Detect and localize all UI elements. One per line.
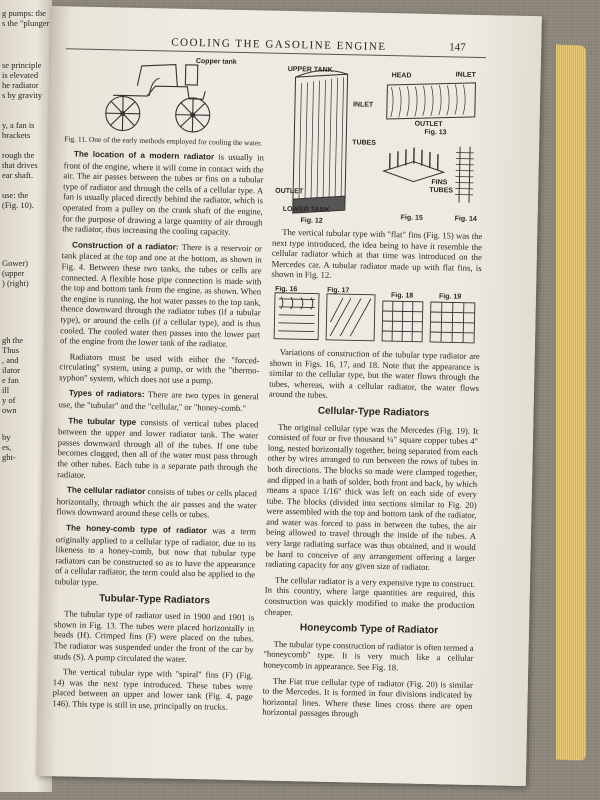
figures-16-19 bbox=[270, 285, 481, 351]
left-fragment: se principle bbox=[2, 60, 42, 70]
paragraph: Types of radiators: There are two types in general use, the "tubular" and the "cellular," or "honey-comb." bbox=[58, 388, 259, 414]
left-fragment: ) (right) bbox=[2, 278, 29, 288]
figure-caption: Fig. 15 bbox=[400, 214, 423, 222]
section-heading: Honeycomb Type of Radiator bbox=[299, 622, 439, 637]
left-fragment: s by gravity bbox=[2, 90, 43, 100]
left-fragment: g pumps: the bbox=[2, 8, 46, 18]
page-number: 147 bbox=[449, 41, 466, 54]
left-fragment: ill bbox=[2, 385, 10, 395]
left-fragment: use: the bbox=[2, 190, 29, 200]
figure-label: TUBES bbox=[429, 186, 454, 195]
paragraph: The tubular type construction of radiator is often termed a "honeycomb" type. It is very much like a cellular honeycomb in appearance. See Fig. 18. bbox=[263, 638, 474, 673]
left-fragment: ght- bbox=[2, 452, 16, 462]
figure-label: OUTLET bbox=[275, 187, 304, 196]
paragraph: The vertical tubular type with "spiral" fins (F) (Fig. 14) was the next type introduced. These tubes were placed between an upper and lower tank (Fig. 4, page 146). This type is still in use, principally on trucks. bbox=[52, 666, 254, 712]
left-fragment: that drives bbox=[2, 160, 38, 170]
figure-caption: Fig. 18 bbox=[390, 292, 414, 300]
paragraph: The honey-comb type of radiator was a term originally applied to a cellular type of radiator, due to its likeness to a honey-comb, but now that tubular type radiators can be constructed so as to have the appearance of a cellular radiator, the term could also be applied to the tubular type. bbox=[54, 523, 257, 588]
figure-caption: Fig. 12 bbox=[300, 217, 323, 225]
left-fragment: Thus bbox=[2, 345, 19, 355]
left-fragment: Gower) bbox=[2, 258, 28, 268]
paragraph: The Fiat true cellular type of radiator (Fig. 20) is similar to the Mercedes. It is formed in four divisions indicated by horizontal lines. Where these lines cross there are open horizontal passages through bbox=[262, 675, 473, 719]
left-fragment: y, a fan is bbox=[2, 120, 35, 130]
run-in-heading: The tubular type bbox=[68, 416, 137, 427]
figure-label: INLET bbox=[352, 101, 374, 109]
figure-11 bbox=[64, 54, 266, 147]
section-heading: Cellular-Type Radiators bbox=[317, 405, 430, 419]
left-fragment: is elevated bbox=[2, 70, 39, 80]
paragraph: The original cellular type was the Mercedes (Fig. 19). It consisted of four or five thousand ¼" square copper tubes 4" long, nested horizontally together, being separated from each other by wires arranged to run between the rows of tubes in both directions. The blocks so made were clamped together, and dipped in a bath of solder, both front and back, by which means a space 1/16" thick was left on each side of every tube. The blocks (divided into sections similar to Fig. 20) were assembled with the top and bottom tank of the radiator, and water was forced to pass in between the tubes, the air being allowed to travel through the inside of the tubes. A very large radiating surface was thus obtained, and it would be hard to conceive of any arrangement offering a larger radiating capacity for any given size of radiator. bbox=[265, 421, 479, 573]
left-fragment: (upper bbox=[2, 268, 25, 278]
figure-caption: Fig. 19 bbox=[438, 293, 462, 301]
left-fragment: ilator bbox=[2, 365, 20, 375]
figure-caption: Fig. 17 bbox=[327, 286, 350, 295]
paragraph: Construction of a radiator: There is a reservoir or tank placed at the top and one at the bottom, as shown in Fig. 4. Between these two tanks, the tubes or cells are connected. A flexible hose pipe connection is made with the top and bottom tank from the engine, as shown. When the engine is running, the hot water passes to the top tank, thence downward through the radiator tubes (if a tubular type), or around the cells (if a cellular type), and is thus cooled. The cooled water then passes into the lower part of the engine from the lower tank of the radiator. bbox=[59, 240, 263, 349]
run-in-heading: The location of a modern radiator bbox=[73, 149, 215, 162]
figure-caption: Fig. 11. One of the early methods employed for cooling the water. bbox=[64, 134, 263, 148]
left-fragment: e fan bbox=[2, 375, 19, 385]
left-fragment: ear shaft. bbox=[2, 170, 34, 180]
run-in-heading: The honey-comb type of radiator bbox=[65, 523, 207, 536]
paragraph: The cellular radiator is a very expensive type to construct. In this country, where large quantities are required, this construction was quickly modified to make the production cheaper. bbox=[264, 574, 476, 617]
paragraph: Radiators must be used with either the "forced-circulating" system, using a pump, or with the "thermo-syphon" system, which does not use a pump. bbox=[59, 351, 260, 386]
paragraph: Variations of construction of the tubular type radiator are shown in Figs. 16, 17, and 18. Note that the appearance is similar to the cellular type, but the water flows through the tubes, whereas, with a cellular radiator, the water flows around the tubes. bbox=[268, 346, 480, 401]
figure-caption: Fig. 14 bbox=[454, 215, 477, 223]
run-in-heading: Construction of a radiator: bbox=[71, 240, 179, 252]
left-column bbox=[52, 54, 266, 718]
left-fragment: brackets bbox=[2, 130, 31, 140]
left-fragment: own bbox=[2, 405, 17, 415]
paragraph: The tubular type of radiator used in 1900 and 1901 is shown in Fig. 13. The tubes were placed horizontally in heads (H). Crimped fins (F) were placed on the tubes. The radiator was suspended under the front of the car by studs (S). A pump circulated the water. bbox=[53, 608, 255, 664]
left-fragment: rough the bbox=[2, 150, 35, 160]
figure-caption: Fig. 16 bbox=[275, 285, 298, 294]
left-fragment: by bbox=[2, 432, 11, 442]
figure-caption: Fig. 13 bbox=[424, 128, 447, 137]
left-fragment: gh the bbox=[2, 335, 24, 345]
figure-label: Copper tank bbox=[195, 58, 237, 66]
left-fragment: he radiator bbox=[2, 80, 39, 90]
left-fragment: es, bbox=[2, 442, 12, 452]
figure-label: OUTLET bbox=[414, 120, 443, 129]
left-fragment: , and bbox=[2, 355, 19, 365]
section-heading: Tubular-Type Radiators bbox=[99, 592, 211, 606]
left-fragment: (Fig. 10). bbox=[2, 200, 34, 210]
figure-label: UPPER TANK bbox=[287, 65, 333, 74]
figure-label: LOWER TANK bbox=[282, 205, 330, 214]
book-page bbox=[36, 6, 542, 786]
right-column bbox=[262, 59, 486, 727]
figure-label: TUBES bbox=[352, 139, 377, 147]
figures-12-15 bbox=[272, 59, 485, 231]
left-fragment: s the "plunger bbox=[2, 18, 50, 28]
run-in-heading: Types of radiators: bbox=[68, 388, 145, 400]
figure-label: HEAD bbox=[391, 72, 412, 80]
paragraph: The location of a modern radiator is usually in front of the engine, where it will come in contact with the air. The air passes between the tubes or fins on a tubular type of radiator and through the cells of a cellular type. A fan is usually placed directly behind the radiator, which is operated from a pulley on the crank shaft of the engine, for the purpose of drawing a large quantity of air through the radiator, thus increasing the cooling capacity. bbox=[62, 149, 264, 237]
run-in-heading: The cellular radiator bbox=[66, 485, 146, 497]
paragraph: The tubular type consists of vertical tubes placed between the upper and lower radiator tank. The water passes downward through all of the tubes. If one tube becomes clogged, then all of the water must pass through the other tubes. Each tube is a separate path through the radiator. bbox=[57, 416, 259, 480]
left-fragment: y of bbox=[2, 395, 16, 405]
paragraph: The cellular radiator consists of tubes or cells placed horizontally, through which the air passes and the water flows downward around these cells or tubes. bbox=[56, 485, 257, 520]
running-head: COOLING THE GASOLINE ENGINE bbox=[171, 36, 387, 54]
page-block-edge bbox=[556, 44, 586, 760]
paragraph: The vertical tubular type with "flat" fins (Fig. 15) was the next type introduced, the idea being to have it resemble the cellular radiator which at that time was introduced on the Mercedes car. A tubular radiator made up with flat fins, is shown in Fig. 12. bbox=[271, 226, 483, 281]
figure-label: INLET bbox=[455, 71, 476, 79]
figure-label: FINS bbox=[431, 178, 448, 187]
